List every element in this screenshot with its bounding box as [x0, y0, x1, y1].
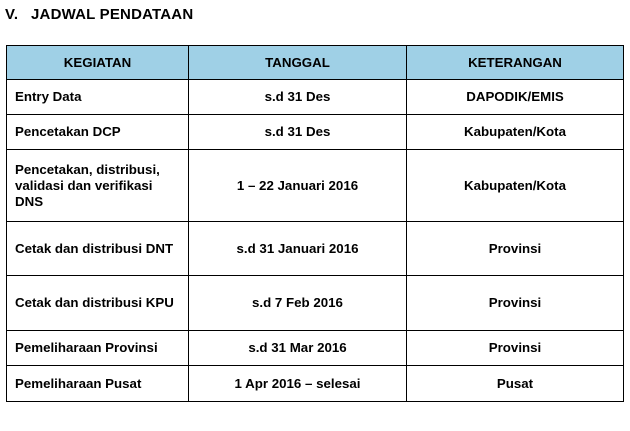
table-row	[7, 115, 624, 150]
cell-kegiatan: Cetak dan distribusi DNT	[7, 222, 189, 276]
schedule-table	[6, 45, 624, 402]
cell-tanggal: s.d 7 Feb 2016	[189, 276, 407, 331]
cell-tanggal: s.d 31 Mar 2016	[189, 331, 407, 366]
header-kegiatan: KEGIATAN	[7, 46, 189, 80]
cell-kegiatan: Pemeliharaan Provinsi	[7, 331, 189, 366]
table-row	[7, 80, 624, 115]
header-row	[7, 46, 624, 80]
table-row	[7, 222, 624, 276]
section-number: V.	[5, 6, 19, 23]
cell-kegiatan: Pencetakan, distribusi, validasi dan verifikasi DNS	[7, 150, 189, 222]
table-row	[7, 331, 624, 366]
cell-tanggal: 1 – 22 Januari 2016	[189, 150, 407, 222]
cell-tanggal: s.d 31 Januari 2016	[189, 222, 407, 276]
cell-keterangan: Provinsi	[407, 276, 624, 331]
section-title	[5, 6, 193, 23]
cell-tanggal: s.d 31 Des	[189, 80, 407, 115]
cell-tanggal: s.d 31 Des	[189, 115, 407, 150]
cell-tanggal: 1 Apr 2016 – selesai	[189, 366, 407, 402]
table-row	[7, 276, 624, 331]
cell-kegiatan: Pencetakan DCP	[7, 115, 189, 150]
cell-kegiatan: Pemeliharaan Pusat	[7, 366, 189, 402]
cell-keterangan: Pusat	[407, 366, 624, 402]
table-row	[7, 150, 624, 222]
cell-keterangan: Kabupaten/Kota	[407, 150, 624, 222]
table-row	[7, 366, 624, 402]
cell-keterangan: Provinsi	[407, 331, 624, 366]
header-tanggal: TANGGAL	[189, 46, 407, 80]
section-heading: JADWAL PENDATAAN	[31, 6, 194, 23]
cell-kegiatan: Cetak dan distribusi KPU	[7, 276, 189, 331]
cell-keterangan: DAPODIK/EMIS	[407, 80, 624, 115]
header-keterangan: KETERANGAN	[407, 46, 624, 80]
cell-kegiatan: Entry Data	[7, 80, 189, 115]
cell-keterangan: Kabupaten/Kota	[407, 115, 624, 150]
cell-keterangan: Provinsi	[407, 222, 624, 276]
